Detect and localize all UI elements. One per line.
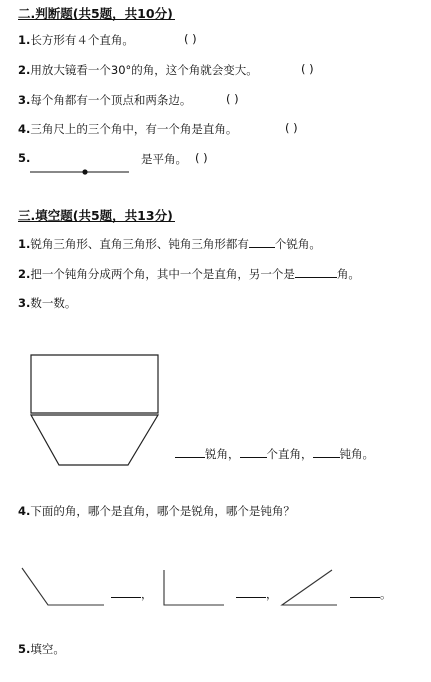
fill-q3: [18, 295, 76, 311]
fill-q3-blank-1[interactable]: [175, 447, 205, 458]
fill-q4-answer-2: [236, 586, 278, 602]
tf-item-1-num: 1.: [18, 33, 31, 47]
fill-q4-num: 4.: [18, 504, 31, 518]
acute-angle-figure: [280, 568, 340, 608]
tf-item-2: [18, 62, 258, 78]
fill-q3-num: 3.: [18, 296, 31, 310]
section3-title-prefix: 三.: [18, 208, 36, 223]
fill-q3-blank-2[interactable]: [240, 447, 267, 458]
tf-item-3-num: 3.: [18, 93, 31, 107]
fill-q4-blank-2[interactable]: [236, 587, 266, 598]
tf-item-4: [18, 121, 237, 137]
fill-q1-num: 1.: [18, 237, 31, 251]
fill-q5-num: 5.: [18, 642, 31, 656]
tf-item-1-text: 长方形有４个直角。: [30, 33, 134, 47]
section2-title-prefix: 二.: [18, 6, 36, 21]
tf-item-5-num: 5.: [18, 151, 31, 165]
fill-q2-after: 角。: [336, 267, 360, 281]
right-angle-lines: [164, 570, 224, 605]
fill-q4-sep2: ，: [266, 587, 278, 601]
fill-q1: [18, 236, 321, 252]
tf-item-4-num: 4.: [18, 122, 31, 136]
fill-q3-text: 数一数。: [30, 296, 77, 310]
fill-q3-blank-3[interactable]: [313, 447, 340, 458]
fill-q4-blank-3[interactable]: [350, 587, 380, 598]
tf-item-1: [18, 32, 134, 48]
fill-q4-sep1: ，: [141, 587, 153, 601]
fill-q2-num: 2.: [18, 267, 31, 281]
fill-q1-blank[interactable]: [249, 237, 275, 248]
acute-angle-lines: [282, 570, 337, 605]
bucket-rectangle: [31, 355, 158, 413]
tf-item-2-text: 用放大镜看一个30°的角，这个角就会变大。: [30, 63, 258, 77]
fill-q2: [18, 266, 360, 282]
fill-q3-ans1: 锐角，: [205, 447, 240, 461]
tf-item-4-paren[interactable]: ( ): [285, 121, 298, 135]
fill-q5: [18, 641, 65, 657]
tf-item-2-paren[interactable]: ( ): [301, 62, 314, 76]
bucket-trapezoid: [31, 415, 158, 465]
fill-q4-text: 下面的角，哪个是直角，哪个是锐角，哪个是钝角？: [30, 504, 295, 518]
fill-q2-before: 把一个钝角分成两个角，其中一个是直角，另一个是: [30, 267, 295, 281]
fill-q3-answers: [175, 446, 374, 462]
tf-item-3-text: 每个角都有一个顶点和两条边。: [30, 93, 192, 107]
tf-item-2-num: 2.: [18, 63, 31, 77]
tf-item-4-text: 三角尺上的三个角中，有一个角是直角。: [30, 122, 238, 136]
fill-q4-answer-1: [111, 586, 153, 602]
tf-item-5-paren[interactable]: ( ): [195, 151, 208, 165]
fill-q3-ans2: 个直角，: [266, 447, 313, 461]
bucket-figure: [28, 352, 162, 470]
fill-q4: [18, 503, 295, 519]
section2-title-underline: [18, 19, 175, 20]
tf-item-3-paren[interactable]: ( ): [226, 92, 239, 106]
fill-q5-text: 填空。: [30, 642, 65, 656]
tf-item-5-text: 是平角。: [141, 152, 187, 166]
tf-item-1-paren[interactable]: ( ): [184, 32, 197, 46]
obtuse-angle-lines: [22, 568, 104, 605]
straight-angle-vertex: [82, 169, 87, 174]
fill-q1-after: 个锐角。: [274, 237, 321, 251]
fill-q4-end: 。: [380, 587, 392, 601]
section3-title-main: 填空题: [35, 208, 73, 223]
tf-item-3: [18, 92, 191, 108]
fill-q2-blank[interactable]: [295, 267, 337, 278]
section3-title-suffix: (共5题，共13分): [72, 208, 173, 223]
section2-title-suffix: (共5题，共10分): [72, 6, 173, 21]
section2-title-main: 判断题: [35, 6, 73, 21]
obtuse-angle-figure: [20, 566, 110, 610]
fill-q3-ans3: 钝角。: [339, 447, 374, 461]
section3-title-underline: [18, 221, 175, 222]
straight-angle-figure: [30, 166, 130, 176]
fill-q4-blank-1[interactable]: [111, 587, 141, 598]
fill-q4-answer-3: [350, 586, 392, 602]
fill-q1-before: 锐角三角形、直角三角形、钝角三角形都有: [30, 237, 249, 251]
right-angle-figure: [162, 568, 228, 608]
